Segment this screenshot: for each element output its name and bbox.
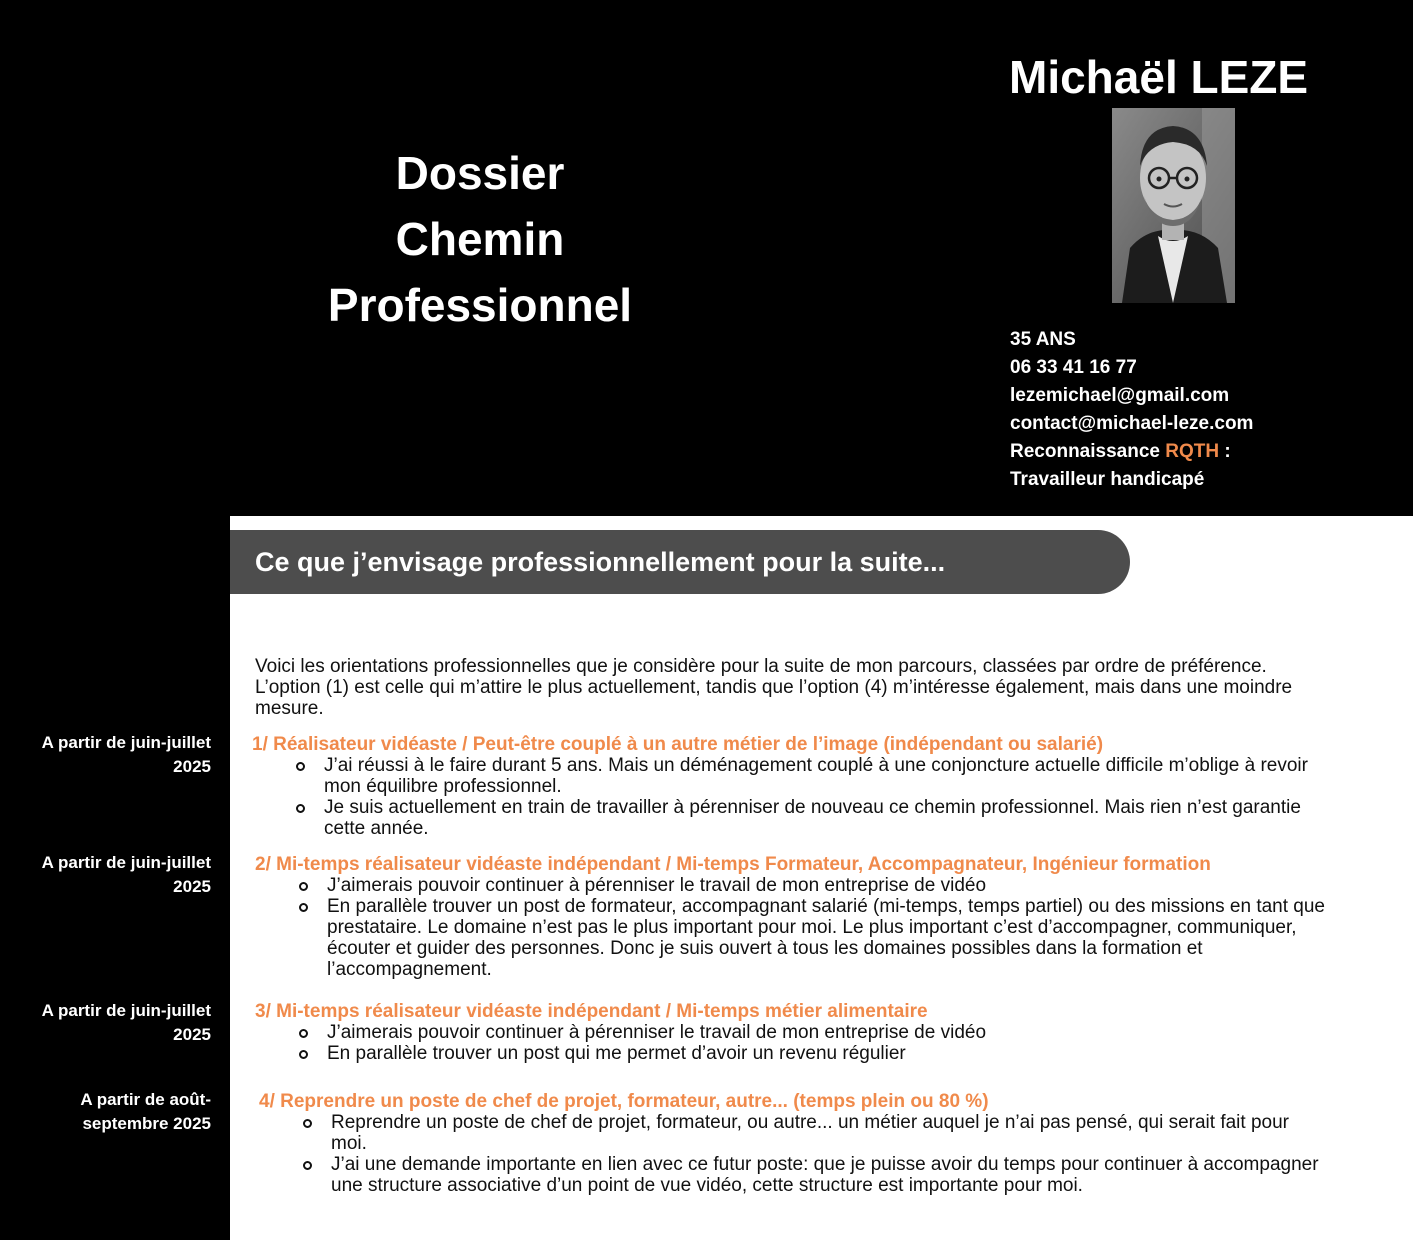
- document-title-line: Chemin: [395, 213, 565, 265]
- document-title: [260, 140, 700, 338]
- option-date: [0, 1088, 211, 1136]
- rqth-line: [1010, 438, 1253, 466]
- option-date: [0, 731, 211, 779]
- rqth-suffix: :: [1219, 441, 1231, 462]
- person-name: Michaël LEZE: [1009, 51, 1309, 103]
- option-title: 3/ Mi-temps réalisateur vidéaste indépendant / Mi-temps métier alimentaire: [255, 1001, 928, 1022]
- option-date-line: A partir de juin-juillet: [41, 853, 211, 872]
- rqth-prefix: Reconnaissance: [1010, 441, 1166, 462]
- rqth-detail: Travailleur handicapé: [1010, 469, 1205, 490]
- option-date-line: A partir de août-: [80, 1090, 211, 1109]
- email-link[interactable]: lezemichael@gmail.com: [1010, 385, 1230, 406]
- option-date-line: A partir de juin-juillet: [41, 1001, 211, 1020]
- option-date-line: 2025: [173, 757, 211, 776]
- option-bullet: J’ai une demande importante en lien avec ce futur poste: que je puisse avoir du temps pour continuer à accompagner une structure associative d’un point de vue vidéo, cette structure est importante pour moi.: [259, 1154, 1329, 1196]
- intro-paragraph: Voici les orientations professionnelles que je considère pour la suite de mon parcours, classées par ordre de préférence. L’option (1) est celle qui m’attire le plus actuellement, tandis que l’option (4) m’intéresse également, mais dans une moindre mesure.: [255, 656, 1293, 719]
- option-bullet: Reprendre un poste de chef de projet, formateur, ou autre... un métier auquel je n’ai pas pensé, qui serait fait pour moi.: [259, 1112, 1329, 1154]
- option-title: 2/ Mi-temps réalisateur vidéaste indépendant / Mi-temps Formateur, Accompagnateur, Ingénieur formation: [255, 854, 1211, 875]
- option-bullets: [255, 1022, 1337, 1064]
- option-title: 1/ Réalisateur vidéaste / Peut-être couplé à un autre métier de l’image (indépendant ou salarié): [252, 734, 1104, 755]
- option-bullet: J’aimerais pouvoir continuer à pérenniser le travail de mon entreprise de vidéo: [255, 875, 1337, 896]
- option-bullets: [259, 1112, 1329, 1196]
- option-title: 4/ Reprendre un poste de chef de projet, formateur, autre... (temps plein ou 80 %): [259, 1091, 989, 1112]
- option-block: [255, 1001, 1337, 1064]
- option-bullets: [252, 755, 1347, 839]
- option-bullet: J’aimerais pouvoir continuer à pérenniser le travail de mon entreprise de vidéo: [255, 1022, 1337, 1043]
- option-date-line: 2025: [173, 1025, 211, 1044]
- option-date-line: septembre 2025: [82, 1114, 211, 1133]
- option-date: [0, 999, 211, 1047]
- option-block: [259, 1091, 1329, 1196]
- section-heading: Ce que j’envisage professionnellement pour la suite...: [230, 530, 1130, 594]
- age-text: 35 ANS: [1010, 329, 1076, 350]
- option-bullet: Je suis actuellement en train de travailler à pérenniser de nouveau ce chemin professionnel. Mais rien n’est garantie cette année.: [252, 797, 1347, 839]
- document-title-line: Dossier: [395, 147, 565, 199]
- document-title-line: Professionnel: [327, 279, 633, 331]
- option-date-line: A partir de juin-juillet: [41, 733, 211, 752]
- phone-text: 06 33 41 16 77: [1010, 357, 1137, 378]
- option-block: [252, 734, 1347, 839]
- option-bullet: En parallèle trouver un post qui me permet d’avoir un revenu régulier: [255, 1043, 1337, 1064]
- option-bullet: En parallèle trouver un post de formateur, accompagnant salarié (mi-temps, temps partiel) ou des missions en tant que prestataire. Le domaine n’est pas le plus important pour moi. Le plus important c’est d’accompagner, communiquer, écouter et guider des personnes. Donc je suis ouvert à tous les domaines possibles dans la formation et l’accompagnement.: [255, 896, 1337, 980]
- option-date: [0, 851, 211, 899]
- option-bullet: J’ai réussi à le faire durant 5 ans. Mais un déménagement couplé à une conjoncture actuelle difficile m’oblige à revoir mon équilibre professionnel.: [252, 755, 1347, 797]
- contact-info: [1010, 326, 1253, 494]
- profile-photo: [1112, 108, 1235, 303]
- option-block: [255, 854, 1337, 980]
- option-bullets: [255, 875, 1337, 980]
- rqth-accent: RQTH: [1165, 441, 1220, 462]
- option-date-line: 2025: [173, 877, 211, 896]
- contact-email-link[interactable]: contact@michael-leze.com: [1010, 413, 1254, 434]
